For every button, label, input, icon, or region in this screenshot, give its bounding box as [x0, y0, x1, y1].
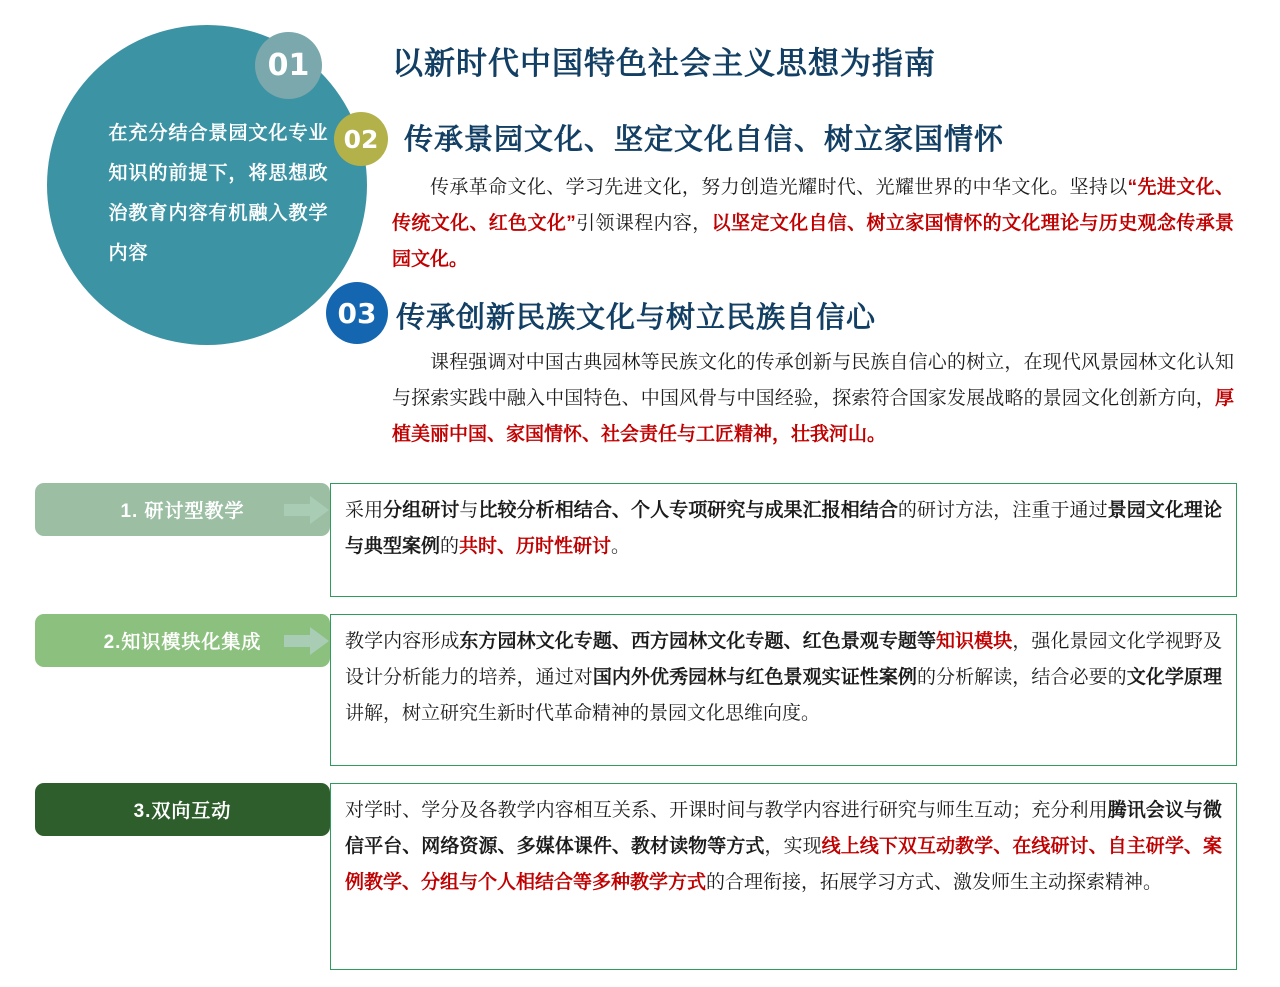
arrow-right-icon — [284, 495, 330, 525]
text-run: 分组研讨 — [383, 500, 460, 521]
text-run: 与 — [459, 500, 479, 521]
teaching-method-rows — [0, 483, 1280, 987]
para2-red2: 以坚定文化自信、树立家国情怀的文化理论与历史观念传承景园文化。 — [392, 213, 1234, 270]
method-row-1 — [0, 483, 1280, 597]
para2-red1: “先进文化、传统文化、红色文化” — [392, 177, 1234, 234]
text-run: 采用 — [345, 500, 384, 521]
method-label-2: 2.知识模块化集成 — [35, 614, 330, 667]
text-run: 东方园林文化专题、西方园林文化专题、红色景观专题等 — [459, 631, 937, 652]
text-run: ，强化景园文化学视野及设计分析能力的培养，通过对 — [345, 631, 1222, 688]
method-content-3 — [330, 783, 1237, 970]
method-content-2 — [330, 614, 1237, 766]
method-label-wrap-3 — [0, 783, 330, 836]
text-run: ，实现 — [764, 836, 822, 857]
method-row-3 — [0, 783, 1280, 970]
method-label-1: 1. 研讨型教学 — [35, 483, 330, 536]
badge-02: 02 — [334, 112, 388, 166]
text-run: 比较分析相结合、个人专项研究与成果汇报相结合 — [478, 500, 898, 521]
para3-red1: 厚植美丽中国、家国情怀、社会责任与工匠精神，壮我河山。 — [392, 388, 1234, 445]
text-run: 国内外优秀园林与红色景观实证性案例 — [592, 667, 917, 688]
para2-part1: 传承革命文化、学习先进文化，努力创造光耀时代、光耀世界的中华文化。坚持以 — [430, 177, 1128, 198]
text-run: 的 — [440, 536, 460, 557]
text-run: 教学内容形成 — [345, 631, 460, 652]
text-run: 线上线下双互动教学、在线研讨、自主研学、案例教学、分组与个人相结合等多种教学方式 — [345, 836, 1222, 893]
text-run: 的研讨方法，注重于通过 — [897, 500, 1108, 521]
method-content-1 — [330, 483, 1237, 597]
paragraph-03 — [392, 345, 1234, 453]
text-run: 。 — [611, 536, 631, 557]
arrow-right-icon — [284, 626, 330, 656]
circle-text: 在充分结合景园文化专业知识的前提下，将思想政治教育内容有机融入教学内容 — [108, 123, 329, 264]
text-run: 文化学原理 — [1126, 667, 1222, 688]
arrow-right-icon — [284, 795, 330, 825]
text-run: 景园文化理论与典型案例 — [345, 500, 1222, 557]
text-run: 讲解，树立研究生新时代革命精神的景园文化思维向度。 — [345, 703, 821, 724]
heading-02: 传承景园文化、坚定文化自信、树立家国情怀 — [404, 124, 1005, 156]
text-run: 共时、历时性研讨 — [459, 536, 612, 557]
method-label-wrap-1 — [0, 483, 330, 536]
badge-03: 03 — [326, 282, 388, 344]
text-run: 对学时、学分及各教学内容相互关系、开课时间与教学内容进行研究与师生互动；充分利用 — [345, 800, 1108, 821]
badge-01: 01 — [255, 32, 322, 99]
text-run: 的合理衔接，拓展学习方式、激发师生主动探索精神。 — [706, 872, 1163, 893]
para3-part1: 课程强调对中国古典园林等民族文化的传承创新与民族自信心的树立，在现代风景园林文化认知与探索实践中融入中国特色、中国风骨与中国经验，探索符合国家发展战略的景园文化创新方向， — [392, 352, 1234, 409]
text-run: 腾讯会议与微信平台、网络资源、多媒体课件、教材读物等方式 — [345, 800, 1222, 857]
method-row-2 — [0, 614, 1280, 766]
paragraph-02 — [392, 170, 1234, 278]
heading-03: 传承创新民族文化与树立民族自信心 — [396, 302, 877, 334]
top-diagram-section — [0, 0, 1280, 480]
para2-part2: 引领课程内容， — [575, 213, 712, 234]
text-run: 知识模块 — [936, 631, 1013, 652]
heading-01: 以新时代中国特色社会主义思想为指南 — [392, 46, 936, 81]
method-label-3: 3.双向互动 — [35, 783, 330, 836]
text-run: 的分析解读，结合必要的 — [916, 667, 1127, 688]
method-label-wrap-2 — [0, 614, 330, 667]
